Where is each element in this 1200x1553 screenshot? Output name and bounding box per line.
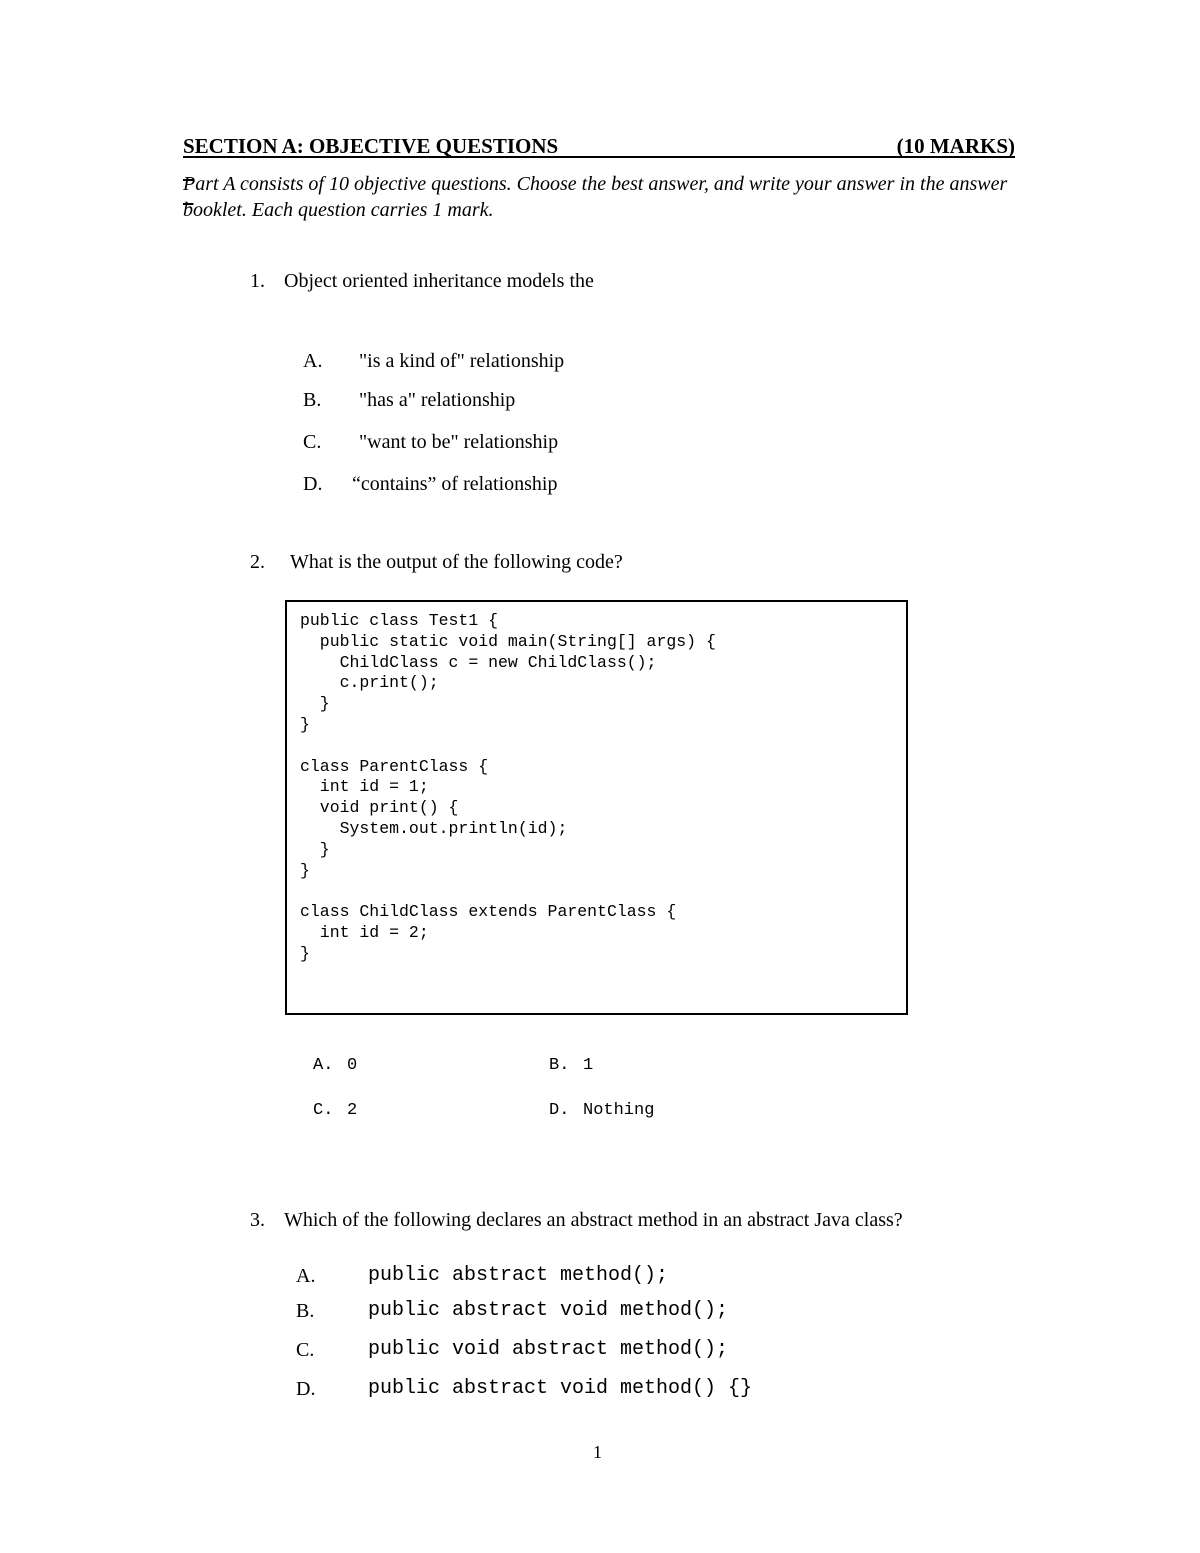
question-text: Which of the following declares an abstract method in an abstract Java class?	[284, 1209, 903, 1231]
option-text: public void abstract method();	[368, 1338, 729, 1361]
option-letter: C.	[313, 1101, 334, 1120]
question-text: What is the output of the following code?	[290, 551, 623, 573]
option-letter: D.	[549, 1101, 570, 1120]
section-marks: (10 MARKS)	[896, 134, 1015, 158]
code-listing: public class Test1 { public static void main(String[] args) { ChildClass c = new ChildClass(); c.print(); } } class ParentClass { int id = 1; void print() { System.out.println(id); } } class ChildClass extends ParentClass { int id = 2; }	[300, 611, 716, 963]
option-text: public abstract method();	[368, 1264, 669, 1287]
option-text: public abstract void method();	[368, 1299, 729, 1322]
section-header	[183, 134, 1015, 158]
option-text: Nothing	[583, 1101, 655, 1120]
option-letter: A.	[296, 1265, 316, 1287]
question-number: 2.	[250, 551, 265, 573]
question-number: 1.	[250, 270, 265, 292]
page-number: 1	[593, 1442, 602, 1462]
option-text: public abstract void method() {}	[368, 1377, 753, 1400]
question-number: 3.	[250, 1209, 265, 1231]
option-text: "is a kind of" relationship	[359, 350, 565, 372]
option-letter: C.	[296, 1339, 315, 1361]
option-letter: D.	[303, 473, 323, 495]
option-text: “contains” of relationship	[352, 473, 558, 495]
instructions: Part A consists of 10 objective questions. Choose the best answer, and write your answer in the answer booklet. Each question carries 1 mark.	[183, 173, 1008, 221]
code-box	[285, 600, 908, 1015]
option-text: 2	[347, 1101, 358, 1120]
option-text: "has a" relationship	[359, 389, 516, 411]
option-text: "want to be" relationship	[359, 431, 559, 453]
option-letter: A.	[313, 1056, 334, 1075]
option-letter: B.	[549, 1056, 570, 1075]
option-text: 1	[583, 1056, 594, 1075]
option-text: 0	[347, 1056, 358, 1075]
option-letter: B.	[296, 1300, 315, 1322]
question-text: Object oriented inheritance models the	[284, 270, 594, 292]
option-letter: D.	[296, 1378, 316, 1400]
option-letter: C.	[303, 431, 322, 453]
option-letter: A.	[303, 350, 323, 372]
section-title: SECTION A: OBJECTIVE QUESTIONS	[183, 134, 559, 158]
option-letter: B.	[303, 389, 322, 411]
